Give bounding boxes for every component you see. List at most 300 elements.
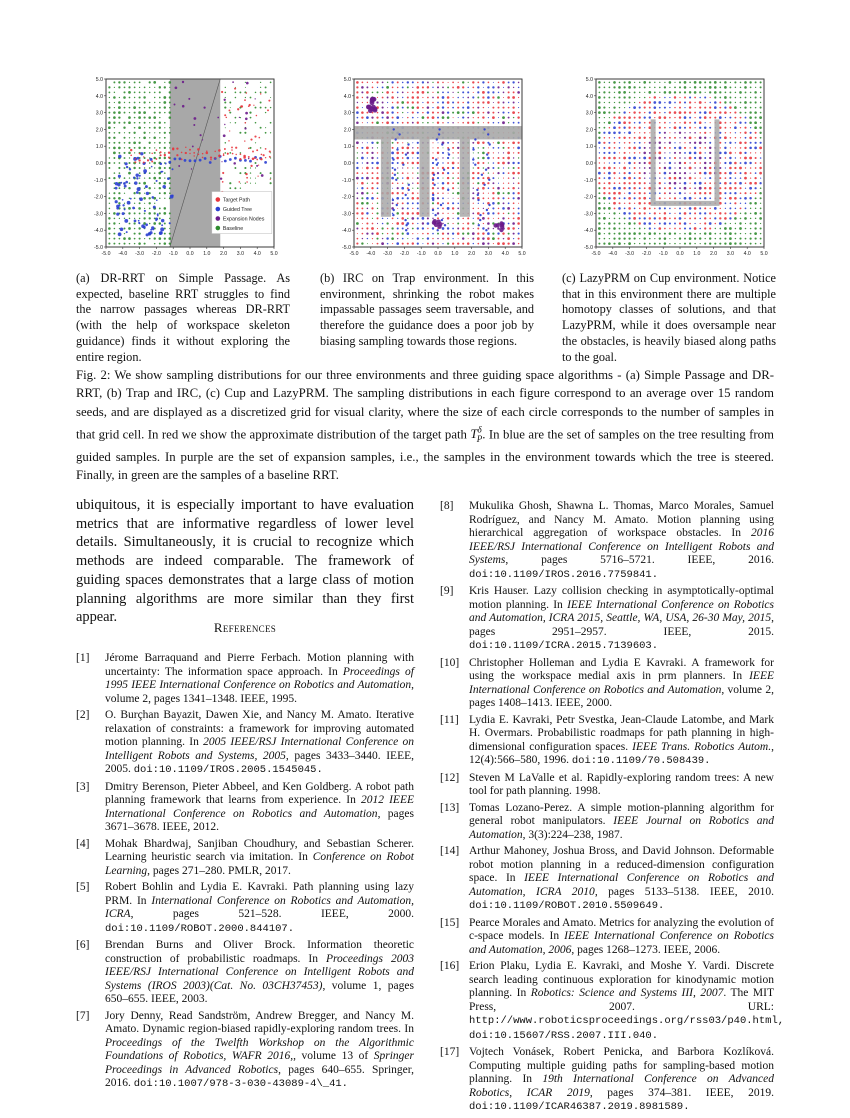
sample-dot [704, 107, 706, 109]
sample-dot [134, 152, 135, 153]
sample-dot [144, 238, 145, 239]
sample-dot [659, 223, 661, 225]
sample-dot [133, 132, 135, 134]
sample-dot [503, 152, 504, 153]
sample-dot [719, 116, 722, 119]
sample-dot [735, 87, 736, 88]
sample-dot [684, 197, 687, 200]
sample-dot [643, 137, 645, 139]
sample-dot [674, 167, 675, 168]
sample-dot [144, 193, 145, 194]
sample-dot [664, 116, 667, 119]
sample-dot [729, 97, 731, 99]
sample-dot [397, 81, 399, 83]
sample-dot [749, 147, 752, 150]
sample-dot [709, 232, 712, 235]
sample-dot [149, 152, 151, 154]
sample-dot [422, 233, 423, 234]
sample-dot [502, 107, 504, 109]
sample-dot [674, 152, 676, 154]
sample-dot [664, 182, 665, 183]
sample-dot [357, 147, 359, 149]
sample-dot [725, 167, 726, 168]
sample-dot [750, 243, 752, 245]
sample-dot [479, 214, 481, 216]
sample-dot [152, 228, 154, 230]
sample-dot [174, 104, 176, 106]
sample-dot [452, 142, 454, 144]
sample-dot [357, 152, 358, 153]
sample-dot [684, 218, 686, 220]
sample-dot [169, 91, 171, 93]
sample-dot [387, 82, 388, 83]
sample-dot [447, 242, 449, 244]
sample-dot [194, 159, 197, 162]
sample-dot [739, 238, 741, 240]
sample-dot [614, 137, 615, 138]
sample-dot [724, 238, 726, 240]
sample-dot [159, 192, 161, 194]
sample-dot [689, 237, 692, 240]
sample-dot [715, 213, 717, 215]
sample-dot [498, 208, 500, 210]
sample-dot [120, 182, 122, 184]
sample-dot [402, 117, 403, 118]
sample-dot [648, 222, 651, 225]
sample-dot [412, 87, 413, 88]
trap-top-wall [354, 126, 522, 139]
sample-dot [144, 243, 146, 245]
sample-dot [164, 242, 167, 245]
sample-dot [260, 102, 262, 104]
sample-dot [447, 167, 449, 169]
sample-dot [705, 92, 706, 93]
sample-dot [704, 81, 706, 83]
sample-dot [113, 137, 115, 139]
sample-dot [462, 111, 464, 113]
sample-dot [436, 138, 438, 140]
sample-dot [719, 97, 721, 99]
sample-dot [159, 91, 161, 93]
sample-dot [149, 102, 150, 103]
sample-dot [634, 122, 636, 124]
sample-dot [366, 96, 368, 98]
sample-dot [623, 96, 625, 98]
sample-dot [644, 202, 646, 204]
sample-dot [407, 152, 409, 154]
sample-dot [462, 81, 464, 83]
sample-dot [699, 112, 701, 114]
sample-dot [608, 172, 611, 175]
sample-dot [120, 227, 124, 231]
sample-dot [392, 243, 393, 244]
sample-dot [366, 232, 368, 234]
sample-dot [518, 182, 520, 184]
sample-dot [356, 96, 359, 99]
sample-dot [614, 142, 616, 144]
sample-dot [109, 117, 111, 119]
reference-item [76, 1010, 414, 1092]
sample-dot [437, 208, 439, 210]
sample-dot [760, 243, 761, 244]
sample-dot [483, 87, 484, 88]
sample-dot [159, 243, 161, 245]
sample-dot [628, 222, 631, 225]
x-tick-label: -3.0 [135, 251, 145, 257]
sample-dot [387, 233, 388, 234]
sample-dot [124, 208, 126, 210]
sample-dot [135, 174, 138, 177]
sample-dot [467, 217, 469, 219]
sample-dot [442, 227, 445, 230]
sample-dot [139, 137, 140, 138]
sample-dot [759, 217, 762, 220]
sample-dot [664, 82, 665, 83]
reference-item [440, 772, 774, 799]
sample-dot [377, 147, 378, 148]
sample-dot [189, 149, 191, 151]
sample-dot [613, 192, 616, 195]
sample-dot [417, 117, 418, 118]
sample-dot [760, 97, 762, 99]
sample-dot [644, 162, 646, 164]
sample-dot [694, 187, 696, 189]
x-tick-label: -3.0 [625, 251, 635, 257]
sample-dot [442, 218, 443, 219]
sample-dot [392, 147, 394, 149]
sample-dot [734, 233, 736, 235]
sample-dot [517, 172, 519, 174]
sample-dot [755, 167, 757, 169]
sample-dot [108, 121, 111, 124]
sample-dot [477, 167, 479, 169]
sample-dot [124, 218, 125, 219]
sample-dot [143, 182, 146, 185]
sample-dot [639, 112, 641, 114]
sample-dot [700, 177, 701, 178]
sample-dot [628, 182, 630, 184]
sample-dot [598, 137, 600, 139]
sample-dot [386, 86, 389, 89]
sample-dot [129, 82, 130, 83]
sample-dot [432, 107, 433, 108]
sample-dot [437, 157, 438, 158]
y-tick-label: 1.0 [95, 144, 103, 151]
sample-dot [699, 107, 701, 109]
reference-item [76, 709, 414, 778]
sample-dot [124, 112, 126, 114]
sample-dot [648, 91, 651, 94]
sample-dot [376, 212, 378, 214]
sample-dot [447, 162, 449, 164]
sample-dot [452, 187, 454, 189]
reference-number: [14] [440, 845, 460, 857]
sample-dot [729, 182, 731, 184]
sample-dot [518, 107, 519, 108]
sample-dot [513, 238, 514, 239]
sample-dot [689, 111, 691, 113]
sample-dot [729, 157, 731, 159]
sample-dot [164, 198, 165, 199]
sample-dot [624, 203, 625, 204]
sample-dot [674, 217, 676, 219]
sample-dot [598, 167, 600, 169]
sample-dot [694, 212, 696, 214]
sample-dot [508, 167, 510, 169]
sample-dot [174, 158, 177, 161]
sample-dot [654, 217, 656, 219]
sample-dot [619, 182, 621, 184]
sample-dot [437, 122, 439, 124]
sample-dot [754, 126, 757, 129]
sample-dot [114, 172, 116, 174]
sample-dot [246, 177, 248, 179]
sample-dot [224, 152, 226, 154]
sample-dot [704, 137, 706, 139]
sample-dot [154, 233, 156, 235]
sample-dot [745, 97, 747, 99]
sample-dot [109, 213, 110, 214]
sample-dot [362, 238, 363, 239]
sample-dot [659, 197, 661, 199]
sample-dot [477, 232, 479, 234]
sample-dot [372, 147, 374, 149]
sample-dot [377, 172, 379, 174]
sample-dot [644, 97, 646, 99]
sample-dot [714, 81, 717, 84]
sample-dot [457, 177, 459, 179]
sample-dot [447, 157, 449, 159]
sample-dot [517, 162, 519, 164]
sample-dot [382, 218, 384, 220]
sample-dot [679, 222, 681, 224]
sample-dot [689, 243, 691, 245]
sample-dot [750, 107, 752, 109]
sample-dot [497, 232, 499, 234]
sample-dot [502, 197, 504, 199]
sample-dot [452, 152, 453, 153]
sample-dot [411, 152, 414, 155]
sample-dot [674, 142, 675, 143]
sample-dot [457, 167, 459, 169]
sample-dot [377, 152, 378, 153]
sample-dot [487, 111, 489, 113]
sample-dot [483, 203, 484, 204]
sample-dot [623, 86, 625, 88]
sample-dot [265, 91, 267, 93]
sample-dot [467, 97, 469, 99]
sample-dot [176, 154, 178, 156]
sample-dot [518, 203, 519, 204]
sample-dot [684, 187, 687, 190]
sample-dot [699, 157, 702, 160]
sample-dot [639, 127, 641, 129]
sample-dot [151, 161, 153, 163]
sample-dot [664, 212, 666, 214]
sample-dot [709, 157, 711, 159]
sample-dot [488, 82, 490, 84]
sample-dot [512, 242, 515, 245]
sample-dot [371, 116, 373, 118]
sample-dot [407, 202, 409, 204]
sample-dot [614, 147, 616, 149]
sample-dot [654, 228, 655, 229]
x-tick-label: 2.0 [467, 251, 476, 257]
sample-dot [447, 172, 449, 174]
sample-dot [407, 183, 408, 184]
sample-dot [164, 223, 166, 225]
sample-dot [608, 228, 610, 230]
sample-dot [624, 228, 626, 230]
sample-dot [232, 153, 234, 155]
sample-dot [714, 86, 717, 89]
sample-dot [482, 197, 484, 199]
sample-dot [122, 212, 125, 215]
sample-dot [447, 92, 449, 94]
sample-dot [164, 167, 166, 169]
sample-dot [689, 172, 690, 173]
sample-dot [432, 213, 433, 214]
sample-dot [128, 121, 131, 124]
sample-dot [599, 147, 600, 148]
sample-dot [362, 167, 363, 168]
reference-text: Vojtech Vonásek, Robert Penicka, and Barbora Kozlíková. Computing multiple guiding paths for sampling-based motion planning. In 19th International Conference on Advanced Robotics, ICAR 2019, pages 374–381. IEEE, 2019. doi:10.1109/ICAR46387.2019.8981589. [469, 1046, 775, 1113]
sample-dot [704, 212, 706, 214]
sample-dot [442, 101, 444, 103]
reference-number: [17] [440, 1046, 460, 1058]
sample-dot [427, 101, 429, 103]
sample-dot [618, 86, 621, 89]
sample-dot [754, 187, 756, 189]
sample-dot [159, 212, 161, 214]
sample-dot [674, 111, 677, 114]
sample-dot [154, 147, 155, 148]
sample-dot [623, 127, 625, 129]
sample-dot [376, 177, 379, 180]
sample-dot [629, 92, 631, 94]
sample-dot [659, 122, 660, 123]
sample-dot [372, 177, 374, 179]
sample-dot [699, 141, 702, 144]
sample-dot [472, 192, 474, 194]
sample-dot [618, 116, 621, 119]
sample-dot [704, 116, 707, 119]
sample-dot [134, 117, 136, 119]
sample-dot [437, 142, 438, 143]
sample-dot [740, 177, 742, 179]
sample-dot [473, 183, 474, 184]
sample-dot [442, 238, 444, 240]
sample-dot [599, 92, 601, 94]
x-tick-label: 5.0 [270, 251, 278, 257]
sample-dot [488, 162, 489, 163]
sample-dot [715, 238, 716, 239]
sample-dot [729, 242, 732, 245]
sample-dot [503, 167, 504, 168]
sample-dot [202, 153, 204, 155]
sample-dot [134, 181, 137, 184]
sample-dot [417, 142, 419, 144]
sample-dot [744, 212, 746, 214]
sample-dot [649, 192, 651, 194]
sample-dot [724, 223, 726, 225]
sample-dot [407, 107, 409, 109]
sample-dot [474, 138, 476, 140]
sample-dot [432, 242, 434, 244]
sample-dot [518, 178, 519, 179]
sample-dot [402, 197, 404, 199]
sample-dot [760, 162, 762, 164]
y-tick-label: -4.0 [584, 228, 593, 235]
sample-dot [715, 228, 716, 229]
sample-dot [202, 139, 203, 140]
sample-dot [608, 142, 610, 144]
sample-dot [235, 122, 237, 124]
sample-dot [256, 165, 258, 167]
sample-dot [125, 181, 128, 184]
sample-dot [366, 192, 368, 194]
sample-dot [118, 142, 120, 144]
sample-dot [129, 157, 130, 158]
sample-dot [154, 132, 155, 133]
x-tick-label: -1.0 [658, 251, 668, 257]
sample-dot [694, 233, 696, 235]
sample-dot [639, 157, 641, 159]
sample-dot [604, 203, 605, 204]
sample-dot [182, 105, 185, 108]
sample-dot [134, 233, 136, 235]
sample-dot [256, 159, 258, 161]
sample-dot [452, 162, 455, 165]
sample-dot [623, 167, 626, 170]
sample-dot [143, 96, 145, 98]
sample-dot [259, 137, 261, 139]
sample-dot [427, 111, 429, 113]
sample-dot [381, 242, 384, 245]
sample-dot [644, 116, 646, 118]
sample-dot [371, 207, 373, 209]
sample-dot [518, 233, 520, 235]
sample-dot [749, 187, 752, 190]
sample-dot [503, 238, 505, 240]
sample-dot [709, 237, 711, 239]
sample-dot [734, 81, 736, 83]
sample-dot [498, 107, 500, 109]
sample-dot [149, 137, 150, 138]
sample-dot [725, 202, 727, 204]
x-tick-label: 3.0 [484, 251, 493, 257]
sample-dot [222, 172, 224, 174]
sample-dot [377, 91, 379, 93]
sample-dot [462, 233, 464, 235]
sample-dot [694, 223, 695, 224]
sample-dot [457, 111, 460, 114]
sample-dot [628, 187, 630, 189]
sample-dot [172, 168, 174, 170]
sample-dot [371, 197, 374, 200]
sample-dot [356, 111, 359, 114]
sample-dot [744, 177, 747, 180]
sample-dot [467, 122, 469, 124]
sample-dot [417, 101, 419, 103]
sample-dot [176, 147, 178, 149]
sample-dot [437, 217, 439, 219]
sample-dot [168, 152, 170, 154]
sample-dot [382, 227, 384, 229]
sample-dot [225, 87, 226, 88]
sample-dot [132, 207, 135, 210]
sample-dot [518, 243, 519, 244]
